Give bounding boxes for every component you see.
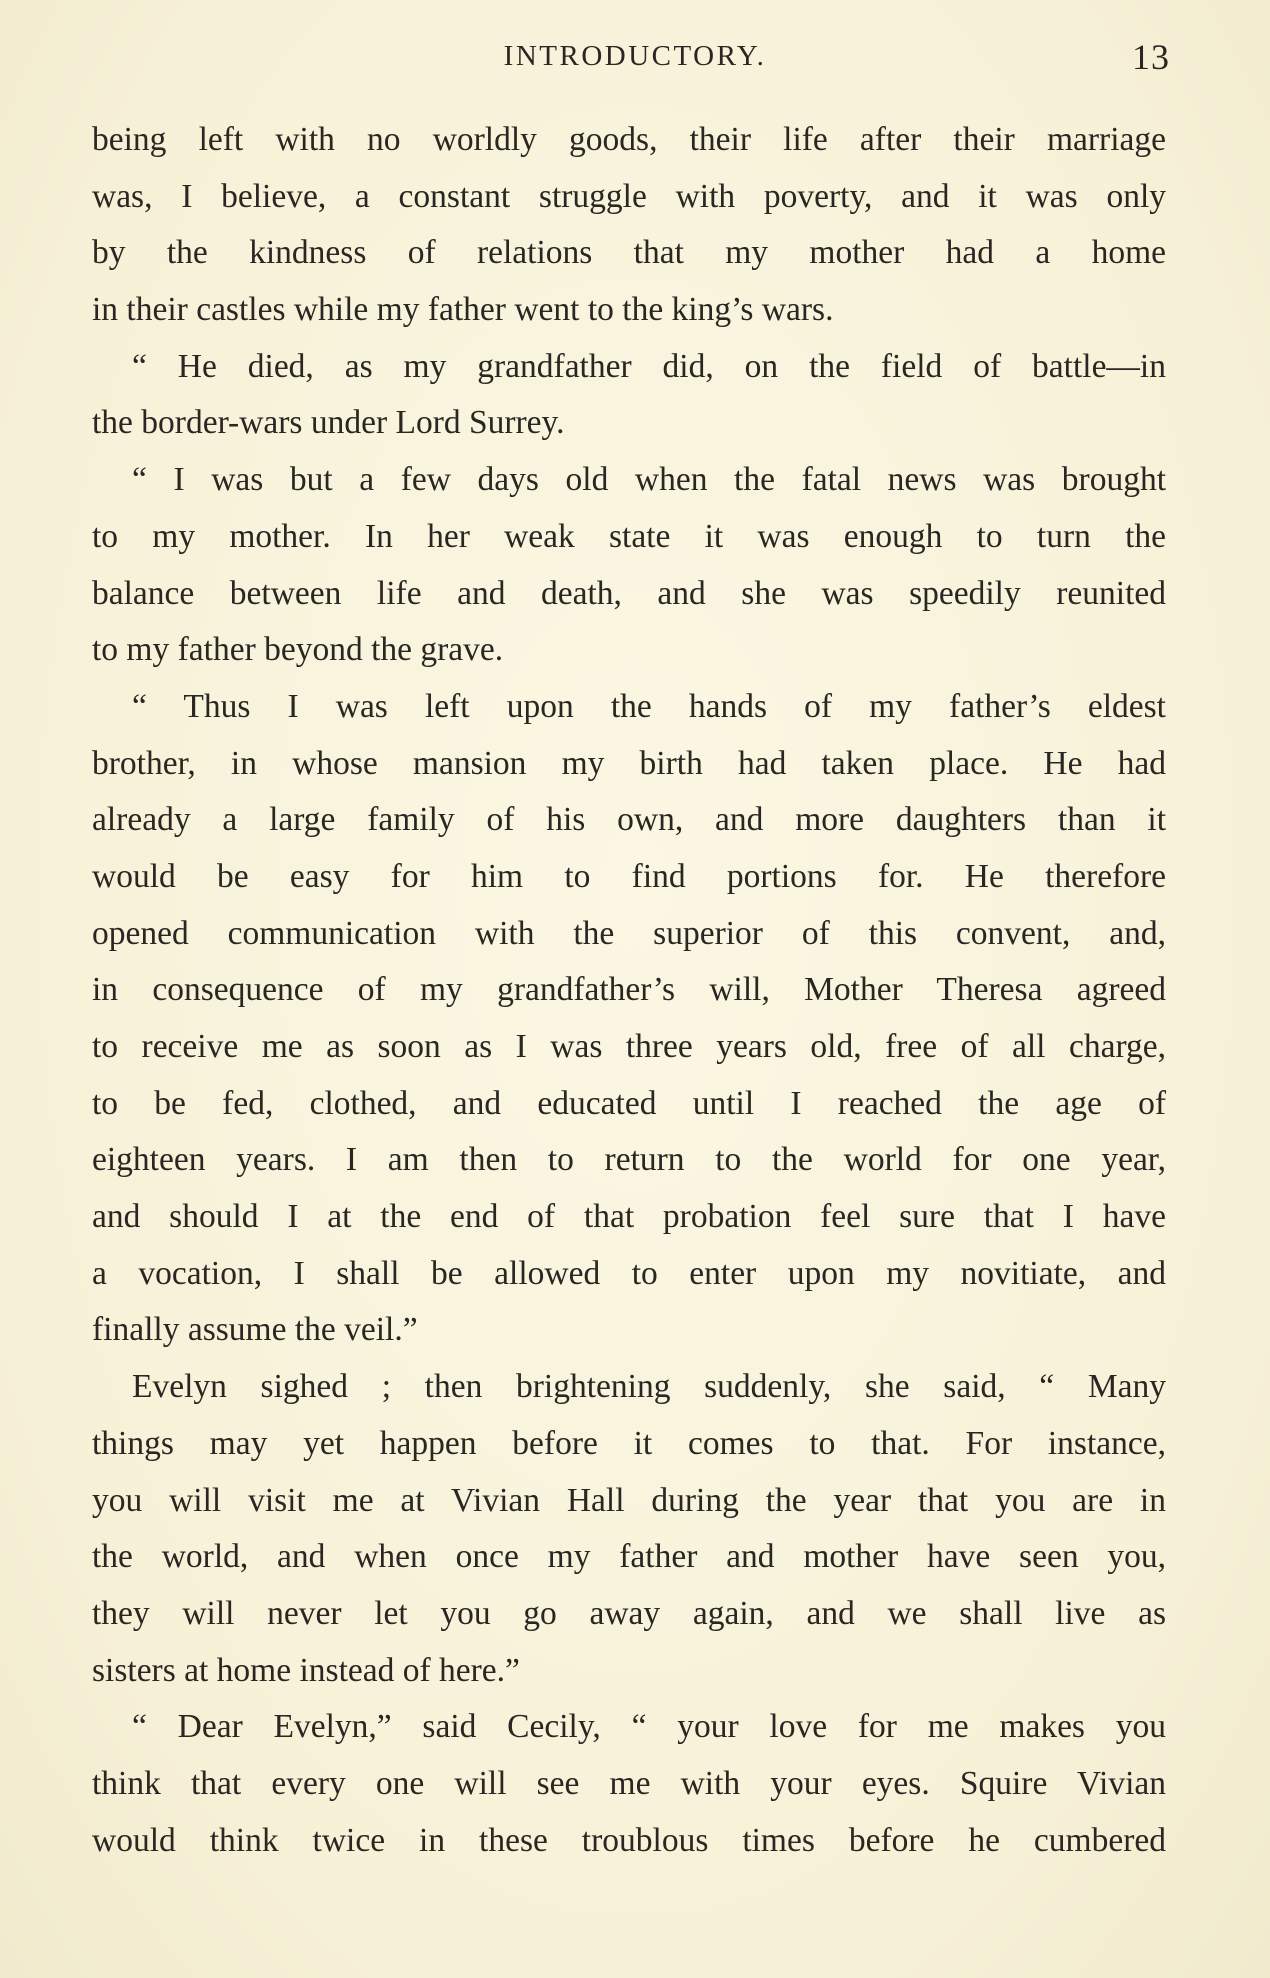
text-line: in their castles while my father went to the king’s wars. (92, 291, 834, 329)
text-line: already a large family of his own, and more daughters than it (92, 801, 1166, 839)
text-line: to my father beyond the grave. (92, 631, 504, 669)
text-line: Evelyn sighed ; then brightening suddenly, she said, “ Many (132, 1368, 1166, 1406)
text-line: sisters at home instead of here.” (92, 1651, 520, 1689)
text-line: was, I believe, a constant struggle with poverty, and it was only (92, 177, 1166, 215)
text-line: “ Thus I was left upon the hands of my father’s eldest (132, 687, 1166, 725)
text-line: to my mother. In her weak state it was enough to turn the (92, 517, 1166, 555)
text-line: the world, and when once my father and mother have seen you, (92, 1538, 1166, 1576)
text-line: a vocation, I shall be allowed to enter upon my novitiate, and (92, 1254, 1166, 1292)
text-line: things may yet happen before it comes to that. For instance, (92, 1424, 1166, 1462)
text-line: the border-wars under Lord Surrey. (92, 404, 565, 442)
text-line: to receive me as soon as I was three years old, free of all charge, (92, 1028, 1166, 1065)
page-number: 13 (1132, 37, 1170, 77)
text-line: you will visit me at Vivian Hall during the year that you are in (92, 1481, 1166, 1519)
text-line: eighteen years. I am then to return to the world for one year, (92, 1141, 1166, 1179)
text-line: balance between life and death, and she was speedily reunited (92, 574, 1166, 612)
running-head (0, 36, 1270, 86)
text-line: to be fed, clothed, and educated until I reached the age of (92, 1084, 1166, 1122)
text-line: and should I at the end of that probation feel sure that I have (92, 1198, 1166, 1236)
text-line: would be easy for him to find portions for. He therefore (92, 857, 1166, 895)
text-line: would think twice in these troublous times before he cumbered (92, 1821, 1166, 1859)
body-text (92, 112, 1166, 1869)
text-line: they will never let you go away again, and we shall live as (92, 1594, 1166, 1632)
text-line: “ Dear Evelyn,” said Cecily, “ your love for me makes you (132, 1708, 1166, 1746)
text-line: finally assume the veil.” (92, 1311, 418, 1349)
text-line: “ I was but a few days old when the fatal news was brought (132, 461, 1166, 499)
text-line: “ He died, as my grandfather did, on the field of battle—in (132, 347, 1166, 385)
text-line: opened communication with the superior of this convent, and, (92, 914, 1166, 952)
text-line: brother, in whose mansion my birth had taken place. He had (92, 744, 1166, 782)
text-line: by the kindness of relations that my mother had a home (92, 234, 1166, 272)
text-line: in consequence of my grandfather’s will, Mother Theresa agreed (92, 971, 1166, 1009)
text-line: being left with no worldly goods, their life after their marriage (92, 121, 1166, 158)
text-line: think that every one will see me with your eyes. Squire Vivian (92, 1764, 1166, 1802)
running-title: INTRODUCTORY. (503, 40, 767, 72)
